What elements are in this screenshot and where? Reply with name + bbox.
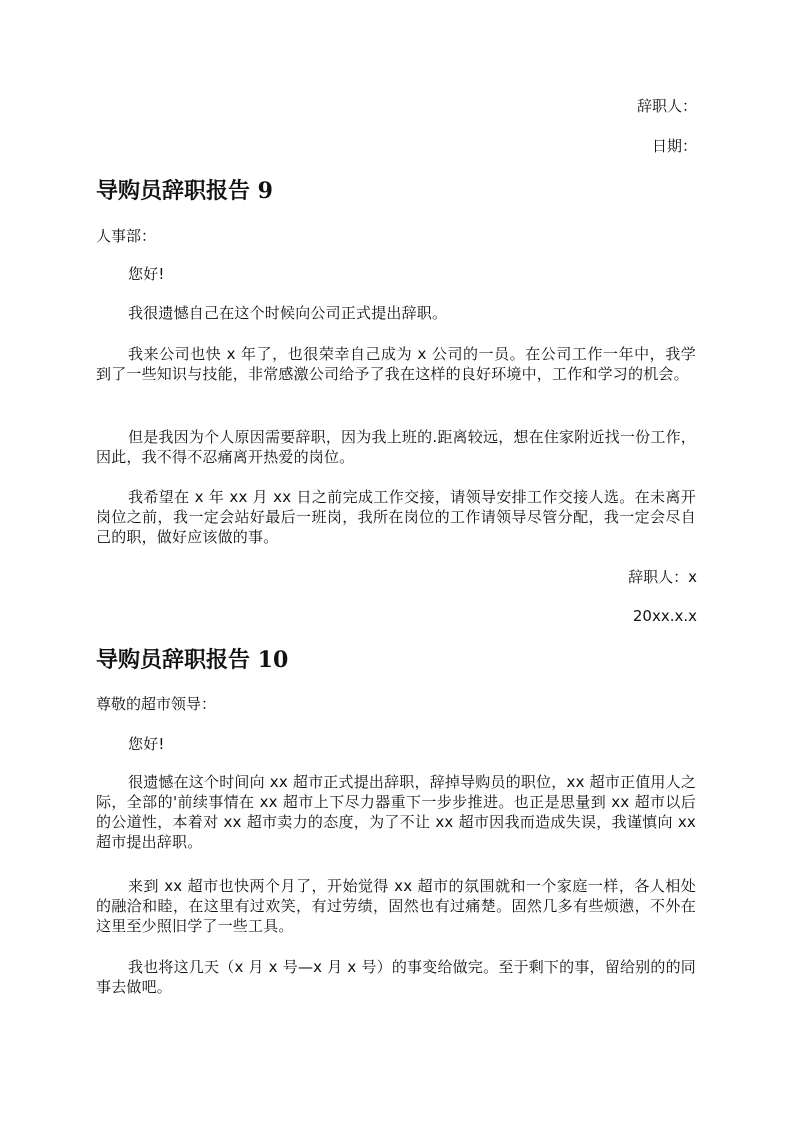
signer-label: 辞职人：	[636, 97, 697, 115]
report-9-addressee: 人事部：	[96, 227, 157, 245]
report-9-title: 导购员辞职报告 9	[96, 178, 273, 204]
report-9-paragraph: 我很遗憾自己在这个时候向公司正式提出辞职。	[128, 304, 448, 322]
date-label: 日期：	[651, 137, 697, 155]
report-10-paragraph: 很遗憾在这个时间向 xx 超市正式提出辞职，辞掉导购员的职位，xx 超市正值用人之际，全部的'前续事情在 xx 超市上下尽力器重下一步步推进。也正是思量到 xx 超市以后的公道性，本着对 xx 超市卖力的态度，为了不让 xx 超市因我而造成失误，我谨慎向 xx 超市提出辞职。	[96, 773, 697, 851]
report-10-greeting: 您好!	[128, 735, 165, 753]
report-9-paragraph: 我来公司也快 x 年了，也很荣幸自己成为 x 公司的一员。在公司工作一年中，我学到了一些知识与技能，非常感激公司给予了我在这样的良好环境中，工作和学习的机会。	[96, 345, 696, 383]
report-9-paragraph: 但是我因为个人原因需要辞职，因为我上班的.距离较远，想在住家附近找一份工作，因此，我不得不忍痛离开热爱的岗位。	[96, 428, 696, 466]
report-10-paragraph: 我也将这几天（x 月 x 号—x 月 x 号）的事变给做完。至于剩下的事，留给别的的同事去做吧。	[96, 958, 696, 996]
report-9-signer: 辞职人：x	[628, 568, 697, 586]
report-9-paragraph: 我希望在 x 年 xx 月 xx 日之前完成工作交接，请领导安排工作交接人选。在未离开岗位之前，我一定会站好最后一班岗，我所在岗位的工作请领导尽管分配，我一定会尽自己的职，做好应该做的事。	[96, 488, 696, 546]
report-10-title: 导购员辞职报告 10	[96, 647, 289, 673]
report-10-addressee: 尊敬的超市领导：	[96, 695, 217, 713]
report-9-greeting: 您好!	[128, 265, 165, 283]
report-9-date: 20xx.x.x	[632, 607, 697, 625]
report-10-paragraph: 来到 xx 超市也快两个月了，开始觉得 xx 超市的氛围就和一个家庭一样，各人相处的融洽和睦，在这里有过欢笑，有过劳绩，固然也有过痛楚。固然几多有些烦懑，不外在这里至少照旧学了一些工具。	[96, 877, 696, 935]
